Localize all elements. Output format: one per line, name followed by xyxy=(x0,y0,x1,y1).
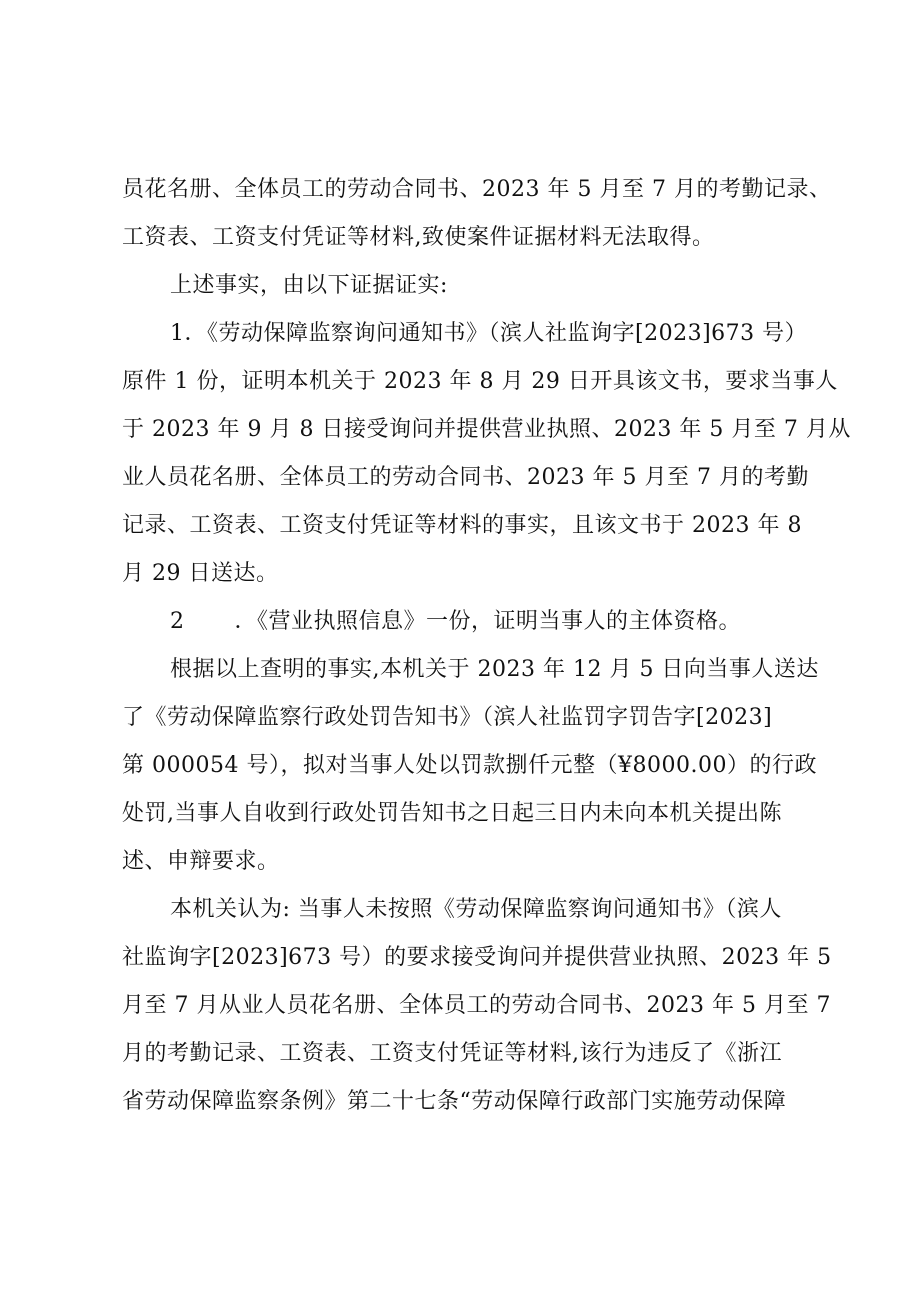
text-line: 本机关认为: 当事人未按照《劳动保障监察询问通知书》（滨人 xyxy=(170,897,782,922)
text-line: 业人员花名册、全体员工的劳动合同书、2023 年 5 月至 7 月的考勤 xyxy=(122,465,809,490)
list-item-text: ．《营业执照信息》一份，证明当事人的主体资格。 xyxy=(234,609,742,634)
list-number: 2 xyxy=(170,609,185,634)
text-line: 1．《劳动保障监察询问通知书》（滨人社监询字[2023]673 号） xyxy=(170,321,808,346)
text-line: 月 29 日送达。 xyxy=(122,561,279,586)
text-line: 述、申辩要求。 xyxy=(122,849,280,874)
text-line: 员花名册、全体员工的劳动合同书、2023 年 5 月至 7 月的考勤记录、 xyxy=(122,177,832,202)
text-line xyxy=(122,598,812,646)
text-line: 工资表、工资支付凭证等材料,致使案件证据材料无法取得。 xyxy=(122,225,715,250)
text-line: 省劳动保障监察条例》第二十七条“劳动保障行政部门实施劳动保障 xyxy=(122,1089,787,1114)
text-line: 处罚,当事人自收到行政处罚告知书之日起三日内未向本机关提出陈 xyxy=(122,801,782,826)
text-line: 月的考勤记录、工资表、工资支付凭证等材料,该行为违反了《浙江 xyxy=(122,1041,782,1066)
text-line: 上述事实，由以下证据证实: xyxy=(170,273,448,298)
document-body xyxy=(122,166,851,1126)
text-line: 原件 1 份，证明本机关于 2023 年 8 月 29 日开具该文书，要求当事人 xyxy=(122,369,838,394)
text-line: 第 000054 号），拟对当事人处以罚款捌仟元整（¥8000.00）的行政 xyxy=(122,753,817,778)
text-line: 记录、工资表、工资支付凭证等材料的事实，且该文书于 2023 年 8 xyxy=(122,513,802,538)
text-line: 于 2023 年 9 月 8 日接受询问并提供营业执照、2023 年 5 月至 7 月从 xyxy=(122,417,851,442)
text-line: 根据以上查明的事实,本机关于 2023 年 12 月 5 日向当事人送达 xyxy=(170,657,819,682)
text-line: 社监询字[2023]673 号）的要求接受询问并提供营业执照、2023 年 5 xyxy=(122,945,832,970)
text-line: 月至 7 月从业人员花名册、全体员工的劳动合同书、2023 年 5 月至 7 xyxy=(122,993,831,1018)
text-line: 了《劳动保障监察行政处罚告知书》（滨人社监罚字罚告字[2023] xyxy=(122,705,773,730)
